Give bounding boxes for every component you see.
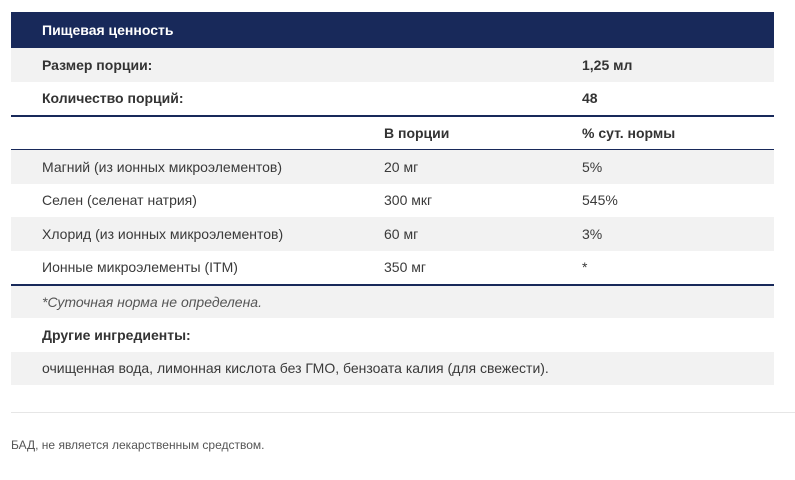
servings-row (11, 82, 774, 116)
nutrient-amount: 300 мкг (384, 192, 433, 209)
nutrient-daily-value: 5% (582, 158, 603, 175)
nutrient-name: Селен (селенат натрия) (42, 192, 197, 209)
serving-size-value: 1,25 мл (582, 56, 633, 73)
other-ingredients-header-row (11, 318, 774, 352)
nutrient-name: Хлорид (из ионных микроэлементов) (42, 225, 284, 242)
serving-size-label: Размер порции: (42, 56, 153, 73)
col-per-serving-header: В порции (384, 125, 450, 141)
nutrient-daily-value: 545% (582, 192, 618, 209)
footnote-text: *Суточная норма не определена. (42, 293, 262, 310)
column-header-row (11, 115, 774, 150)
other-ingredients-row (11, 352, 774, 385)
table-title-bar (11, 12, 774, 48)
table-row (11, 251, 774, 285)
divider (11, 412, 795, 413)
nutrient-amount: 20 мг (384, 158, 419, 175)
nutrient-daily-value: 3% (582, 225, 603, 242)
disclaimer-text: БАД, не является лекарственным средством. (11, 438, 265, 452)
table-row (11, 217, 774, 251)
other-ingredients-text: очищенная вода, лимонная кислота без ГМО, бензоата калия (для свежести). (42, 360, 549, 376)
nutrient-daily-value: * (582, 259, 588, 276)
nutrient-name: Ионные микроэлементы (ITM) (42, 259, 238, 276)
servings-value: 48 (582, 90, 598, 107)
table-title: Пищевая ценность (42, 22, 174, 38)
nutrient-name: Магний (из ионных микроэлементов) (42, 158, 283, 175)
col-daily-value-header: % сут. нормы (582, 125, 676, 141)
other-ingredients-label: Другие ингредиенты: (42, 326, 191, 343)
table-row (11, 184, 774, 218)
servings-label: Количество порций: (42, 90, 184, 107)
footnote-row (11, 284, 774, 318)
nutrient-amount: 60 мг (384, 225, 419, 242)
nutrition-table (11, 12, 774, 385)
table-row (11, 150, 774, 184)
nutrient-amount: 350 мг (384, 259, 426, 276)
serving-size-row (11, 48, 774, 82)
